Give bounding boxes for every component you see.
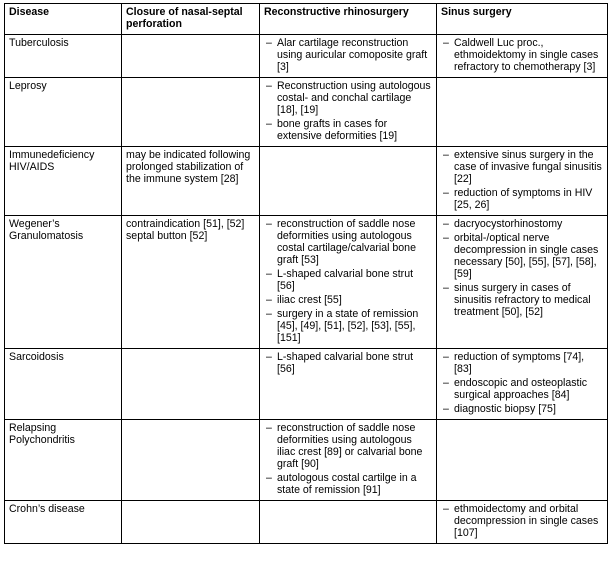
sinus-cell [437,216,608,349]
sinus-cell [437,501,608,544]
header-sinus: Sinus surgery [437,4,608,35]
disease-cell: Crohn’s disease [5,501,122,544]
list-item: – autologous costal cartilge in a state of remission [91] [264,472,432,496]
bullet-list [264,80,432,142]
sinus-cell [437,147,608,216]
list-item: – orbital-/optical nerve decompression in single cases necessary [50], [55], [57], [58], [59] [441,232,603,280]
reconstructive-cell [260,420,437,501]
closure-cell [122,349,260,420]
list-item: – reconstruction of saddle nose deformities using autologous iliac crest [89] or calvarial bone graft [90] [264,422,432,470]
closure-cell [122,501,260,544]
reconstructive-cell [260,349,437,420]
closure-cell [122,420,260,501]
list-item: – Caldwell Luc proc., ethmoidektomy in single cases refractory to chemotherapy [3] [441,37,603,73]
disease-cell: Sarcoidosis [5,349,122,420]
list-item: – reduction of symptoms in HIV [25, 26] [441,187,603,211]
bullet-list [441,149,603,211]
reconstructive-cell [260,78,437,147]
reconstructive-cell [260,501,437,544]
list-item: – reduction of symptoms [74], [83] [441,351,603,375]
sinus-cell [437,349,608,420]
bullet-list [441,37,603,73]
table-row [5,420,608,501]
list-item: – reconstruction of saddle nose deformities using autologous costal cartilage/calvarial bone graft [53] [264,218,432,266]
table-row [5,78,608,147]
reconstructive-cell [260,147,437,216]
bullet-list [441,503,603,539]
list-item: – Alar cartilage reconstruction using auricular comoposite graft [3] [264,37,432,73]
table-row [5,35,608,78]
bullet-list [441,351,603,415]
table-row [5,349,608,420]
list-item: – bone grafts in cases for extensive deformities [19] [264,118,432,142]
table-row [5,147,608,216]
header-closure: Closure of nasal-septal perforation [122,4,260,35]
header-reconstructive: Reconstructive rhinosurgery [260,4,437,35]
treatment-table [4,3,608,544]
table-body [5,35,608,544]
list-item: – diagnostic biopsy [75] [441,403,603,415]
disease-cell: Leprosy [5,78,122,147]
list-item: – ethmoidectomy and orbital decompression in single cases [107] [441,503,603,539]
list-item: – iliac crest [55] [264,294,432,306]
bullet-list [441,218,603,318]
list-item: – L-shaped calvarial bone strut [56] [264,351,432,375]
bullet-list [264,37,432,73]
list-item: – sinus surgery in cases of sinusitis refractory to medical treatment [50], [52] [441,282,603,318]
sinus-cell [437,420,608,501]
list-item: – extensive sinus surgery in the case of invasive fungal sinusitis [22] [441,149,603,185]
list-item: – surgery in a state of remission [45], [49], [51], [52], [53], [55], [151] [264,308,432,344]
list-item: – Reconstruction using autologous costal- and conchal cartilage [18], [19] [264,80,432,116]
bullet-list [264,218,432,344]
closure-cell [122,78,260,147]
list-item: – dacryocystorhinostomy [441,218,603,230]
sinus-cell [437,78,608,147]
reconstructive-cell [260,216,437,349]
bullet-list [264,351,432,375]
sinus-cell [437,35,608,78]
disease-cell: Wegener’s Granulomatosis [5,216,122,349]
list-item: – L-shaped calvarial bone strut [56] [264,268,432,292]
reconstructive-cell [260,35,437,78]
bullet-list [264,422,432,496]
closure-cell [122,35,260,78]
table-row [5,216,608,349]
header-row [5,4,608,35]
closure-cell: contraindication [51], [52] septal button [52] [122,216,260,349]
closure-cell: may be indicated following prolonged stabilization of the immune system [28] [122,147,260,216]
list-item: – endoscopic and osteoplastic surgical approaches [84] [441,377,603,401]
table-row [5,501,608,544]
header-disease: Disease [5,4,122,35]
disease-cell: Immunedeficiency HIV/AIDS [5,147,122,216]
disease-cell: Relapsing Polychondritis [5,420,122,501]
disease-cell: Tuberculosis [5,35,122,78]
